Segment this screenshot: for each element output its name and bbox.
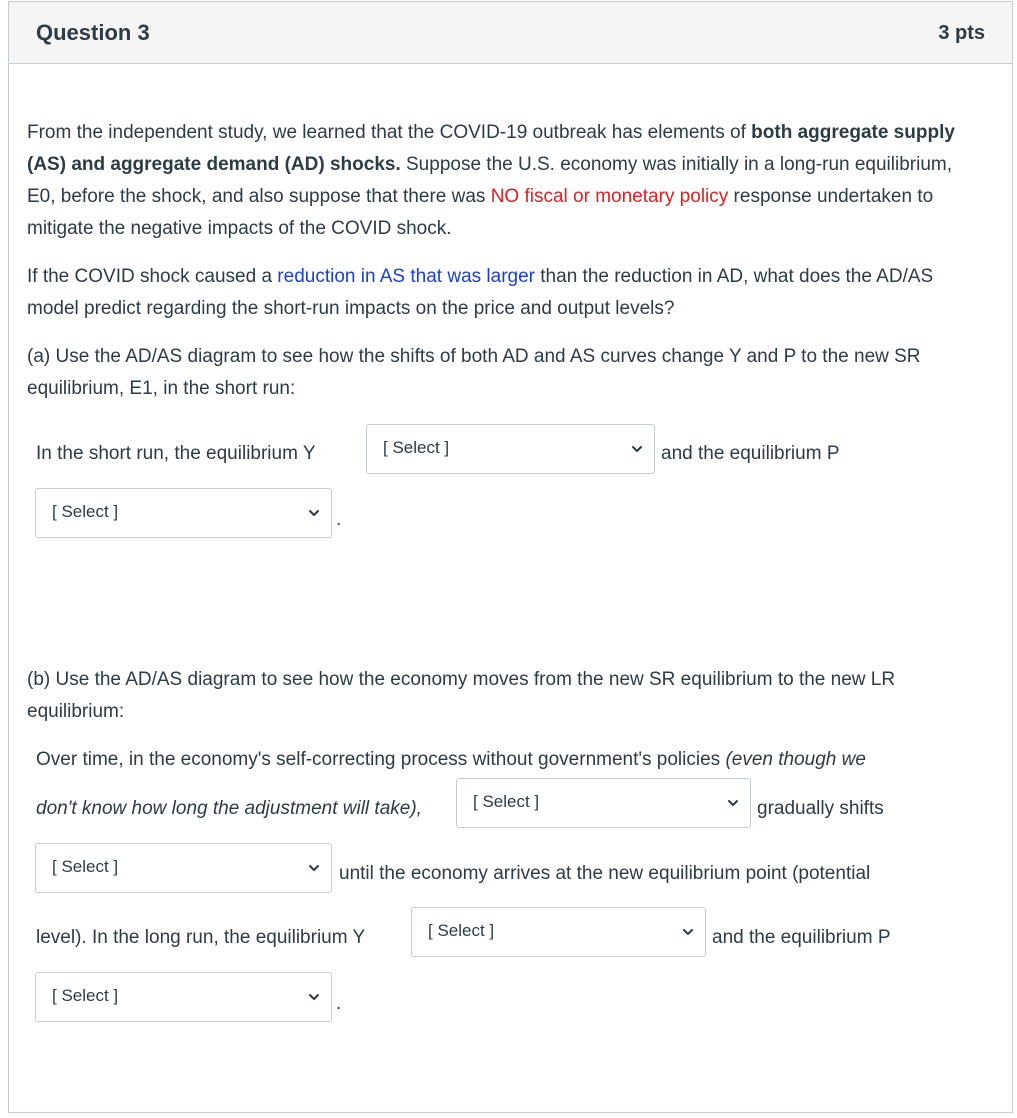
p5-text-1: Over time, in the economy's self-correcting process without government's policies bbox=[36, 749, 726, 770]
select-sr-p[interactable] bbox=[35, 488, 332, 538]
row-b2-after-text: until the economy arrives at the new equilibrium point (potential bbox=[339, 863, 871, 884]
p5-italic-1: (even though we bbox=[725, 749, 866, 770]
row-b3-before-text: level). In the long run, the equilibrium Y bbox=[36, 927, 366, 948]
question-paragraph-4: (b) Use the AD/AS diagram to see how the economy moves from the new SR equilibrium to the new LR equilibrium: bbox=[27, 669, 896, 722]
select-shifting-curve-label: [ Select ] bbox=[473, 792, 540, 811]
row-b1-italic: don't know how long the adjustment will take), bbox=[36, 798, 422, 819]
p1-text-1: From the independent study, we learned that the COVID-19 outbreak has elements of bbox=[27, 122, 752, 143]
select-lr-y[interactable] bbox=[411, 907, 706, 957]
p1-bold-1: both aggregate supply (AS) and aggregate demand (AD) shocks. bbox=[27, 122, 955, 175]
p2-text-2: than the reduction in AD, what does the AD/AS model predict regarding the short-run impacts on the price and output levels? bbox=[27, 266, 934, 319]
select-sr-y[interactable] bbox=[366, 424, 655, 474]
chevron-down-icon bbox=[307, 861, 321, 875]
select-sr-p-label: [ Select ] bbox=[52, 502, 119, 521]
p1-red-1: NO fiscal or monetary policy bbox=[490, 186, 729, 207]
row-a-period: . bbox=[336, 509, 342, 530]
row-b3-after-text: and the equilibrium P bbox=[712, 927, 891, 948]
row-b3-period: . bbox=[336, 993, 342, 1014]
select-lr-p-label: [ Select ] bbox=[52, 986, 119, 1005]
row-a-before-text: In the short run, the equilibrium Y bbox=[36, 443, 316, 464]
question-points: 3 pts bbox=[938, 22, 985, 44]
chevron-down-icon bbox=[307, 506, 321, 520]
chevron-down-icon bbox=[681, 925, 695, 939]
p2-blue-1: reduction in AS that was larger bbox=[277, 266, 535, 287]
p1-text-3: response undertaken to mitigate the negative impacts of the COVID shock. bbox=[27, 186, 934, 239]
chevron-down-icon bbox=[630, 442, 644, 456]
question-title: Question 3 bbox=[36, 20, 150, 45]
row-b1-after-text: gradually shifts bbox=[757, 798, 884, 819]
select-shift-direction-label: [ Select ] bbox=[52, 857, 119, 876]
question-header bbox=[9, 2, 1012, 64]
question-paragraph-3: (a) Use the AD/AS diagram to see how the shifts of both AD and AS curves change Y and P to the new SR equilibrium, E1, in the short run: bbox=[27, 346, 921, 399]
p2-text-1: If the COVID shock caused a bbox=[27, 266, 278, 287]
p1-text-2: Suppose the U.S. economy was initially in a long-run equilibrium, E0, before the shock, and also suppose that there was bbox=[27, 154, 953, 207]
select-lr-y-label: [ Select ] bbox=[428, 921, 495, 940]
chevron-down-icon bbox=[307, 990, 321, 1004]
question-paragraph-2 bbox=[27, 261, 977, 325]
row-b1-italic-text bbox=[36, 797, 422, 821]
select-shift-direction[interactable] bbox=[35, 843, 332, 893]
select-lr-p[interactable] bbox=[35, 972, 332, 1022]
question-paragraph-5 bbox=[36, 748, 866, 772]
select-shifting-curve[interactable] bbox=[456, 778, 751, 828]
row-a-after-text: and the equilibrium P bbox=[661, 443, 840, 464]
chevron-down-icon bbox=[726, 796, 740, 810]
select-sr-y-label: [ Select ] bbox=[383, 438, 450, 457]
question-paragraph-1 bbox=[27, 117, 977, 245]
